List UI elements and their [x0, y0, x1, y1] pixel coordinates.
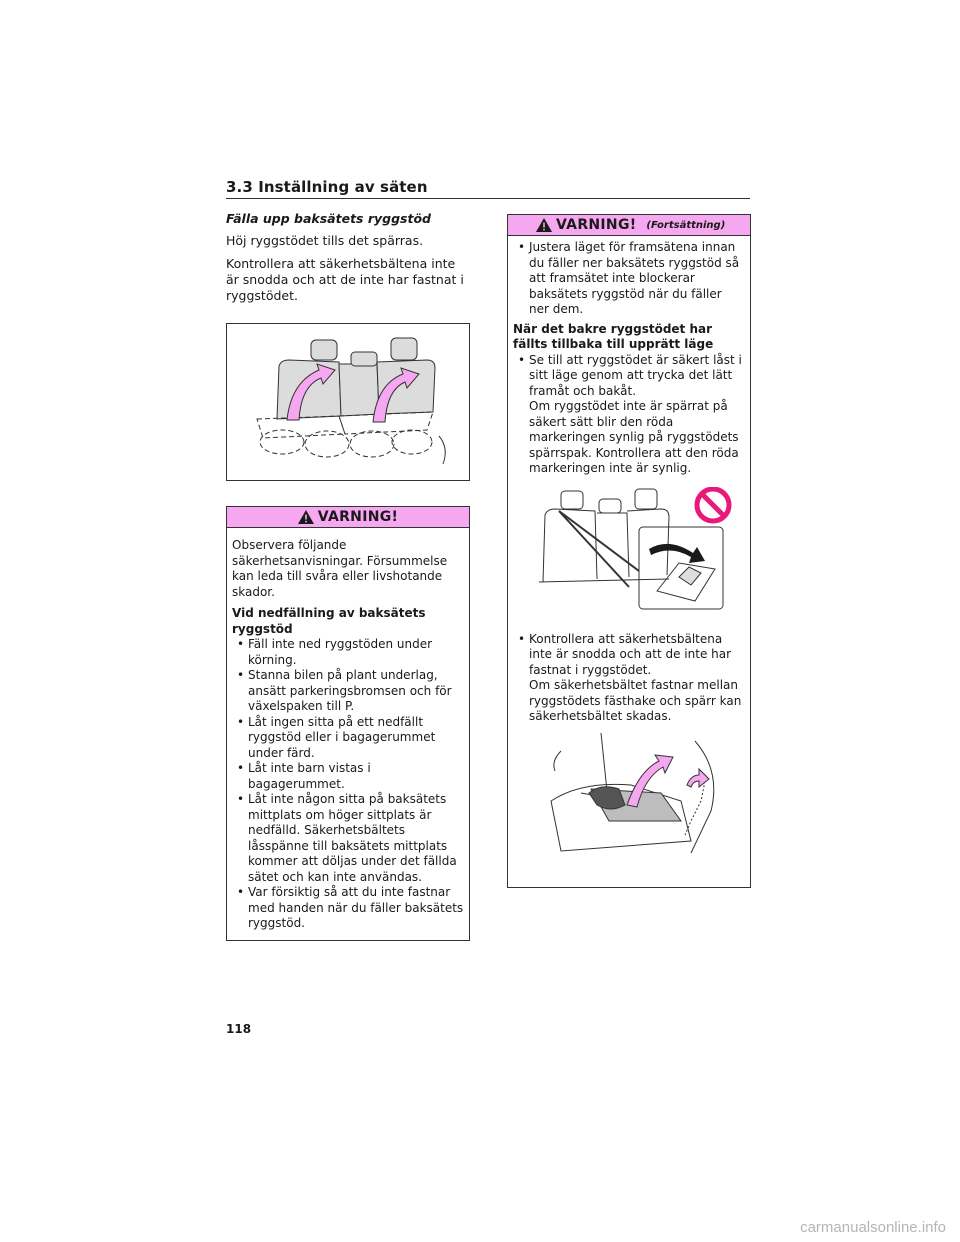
- list-item: • Låt inte någon sitta på baksätets mittplats om höger sittplats är nedfälld. Säkerhetsbältets låsspänne till baksätets mittplats kommer att döljas under det fällda sätet och kan inte användas.: [232, 792, 464, 885]
- paragraph-check-belts: Kontrollera att säkerhetsbältena inte är snodda och att de inte har fastnat i ryggstödet.: [226, 256, 464, 303]
- warning-heading-upright: När det bakre ryggstödet har fällts tillbaka till upprätt läge: [513, 321, 714, 351]
- list-item: • Var försiktig så att du inte fastnar med handen när du fäller baksätets ryggstöd.: [232, 885, 464, 932]
- list-item: • Låt inte barn vistas i bagagerummet.: [232, 761, 464, 792]
- page-number: 118: [226, 1022, 252, 1036]
- list-item: • Kontrollera att säkerhetsbältena inte är snodda och att de inte har fastnat i ryggstödet.: [513, 632, 745, 679]
- warning-bullet-list: [232, 637, 464, 932]
- bullet-list-2: [513, 353, 745, 400]
- list-item: • Se till att ryggstödet är säkert låst i sitt läge genom att trycka det lätt framåt och bakåt.: [513, 353, 745, 400]
- figure-raise-backrest: [226, 323, 470, 481]
- warning-title: VARNING!: [317, 509, 399, 525]
- bullet-list-3: [513, 632, 745, 679]
- lock-lever-illustration: [529, 487, 739, 612]
- warning-body-continued: [508, 236, 750, 869]
- list-item: • Låt ingen sitta på ett nedfällt ryggstöd eller i bagagerummet under färd.: [232, 715, 464, 762]
- subheading-raise-backrest: Fälla upp baksätets ryggstöd: [226, 211, 431, 226]
- list-item: • Stanna bilen på plant underlag, ansätt parkeringsbromsen och för växelspaken till P.: [232, 668, 464, 715]
- belt-trap-illustration: [541, 731, 725, 861]
- warning-title: VARNING!: [556, 217, 637, 233]
- warning-continued-label: (Fortsättning): [646, 219, 726, 231]
- bullet-continuation: Om säkerhetsbältet fastnar mellan ryggstödets fästhake och spärr kan säkerhetsbältet skadas.: [529, 678, 742, 723]
- bullet-list-1: [513, 240, 745, 318]
- rear-seat-illustration: [227, 324, 469, 480]
- paragraph-raise: Höj ryggstödet tills det spärras.: [226, 233, 424, 248]
- warning-triangle-icon: [536, 218, 552, 232]
- warning-box: [226, 506, 470, 941]
- section-rule: [226, 198, 750, 199]
- bullet-continuation: Om ryggstödet inte är spärrat på säkert sätt blir den röda markeringen synlig på ryggstödets spärrspak. Kontrollera att den röda markeringen inte är synlig.: [529, 399, 739, 475]
- warning-heading: Vid nedfällning av baksätets ryggstöd: [232, 606, 426, 636]
- list-item: • Fäll inte ned ryggstöden under körning.: [232, 637, 464, 668]
- left-column: [226, 208, 470, 941]
- list-item: • Justera läget för framsätena innan du fäller ner baksätets ryggstöd så att framsätet inte blockerar baksätets ryggstöd när du fäller ner dem.: [513, 240, 745, 318]
- prohibition-icon: [697, 489, 729, 521]
- warning-body: [227, 528, 469, 940]
- warning-header: [227, 507, 469, 528]
- section-title: 3.3 Inställning av säten: [226, 178, 428, 196]
- right-column: [507, 214, 751, 888]
- warning-box-continued: [507, 214, 751, 888]
- figure-belt-trap: [541, 731, 725, 861]
- warning-intro: Observera följande säkerhetsanvisningar. Försummelse kan leda till svåra eller livshotande skador.: [232, 538, 448, 599]
- figure-lock-lever: [529, 487, 739, 612]
- warning-header-continued: [508, 215, 750, 236]
- watermark: carmanualsonline.info: [800, 1219, 946, 1236]
- curved-arrow-icon: [627, 755, 709, 807]
- warning-triangle-icon: [298, 510, 314, 524]
